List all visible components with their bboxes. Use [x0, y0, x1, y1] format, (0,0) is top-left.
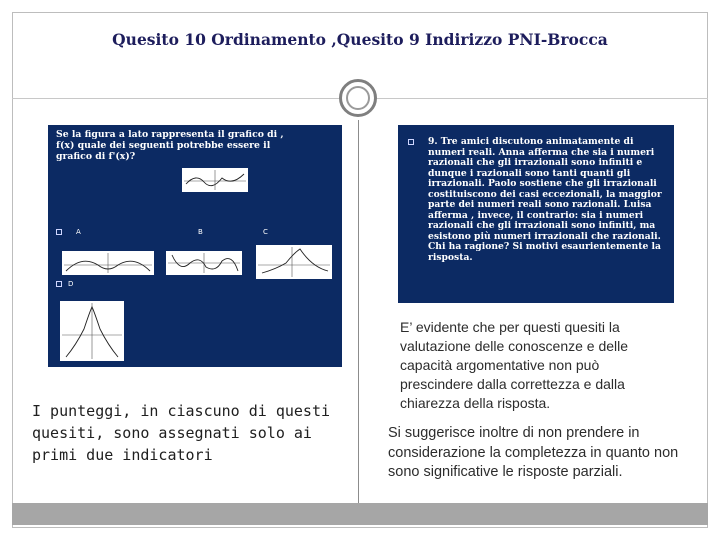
option-a-graph-svg [62, 251, 154, 275]
option-b-graph-svg [166, 251, 242, 275]
completeness-note: Si suggerisce inoltre di non prendere in considerazione la completezza in quanto non sono significative le risposte parziali. [388, 425, 679, 480]
slide-title: Quesito 10 Ordinamento ,Quesito 9 Indirizzo PNI-Brocca [112, 30, 608, 49]
option-a-graph[interactable] [62, 251, 154, 275]
option-b-label: B [198, 228, 203, 236]
scoring-note: I punteggi, in ciascuno di questi quesiti, sono assegnati solo ai primi due indicatori [32, 402, 331, 464]
circle-ornament-icon [339, 79, 377, 117]
option-c-graph-svg [256, 245, 332, 279]
question-10-text: Se la figura a lato rappresenta il grafico di , f(x) quale dei seguenti potrebbe essere il grafico di f'(x)? [56, 129, 284, 162]
question-9-panel [398, 125, 674, 303]
footer-bar [12, 503, 708, 525]
option-c-label: C [263, 228, 268, 236]
option-a-label: A [76, 228, 81, 236]
question-10-panel [48, 125, 342, 367]
option-c-graph[interactable] [256, 245, 332, 279]
function-graph [182, 168, 248, 192]
column-divider [358, 120, 359, 503]
question-9-text: 9. Tre amici discutono animatamente di numeri reali. Anna afferma che sia i numeri razionali che gli irrazionali sono infiniti e dunque i razionali sono tanti quanti gli irrazionali. Paolo sostiene che gli irrazionali costituiscono dei casi eccezionali, la maggior parte dei numeri reali sono razionali. Luisa afferma , invece, il contrario: sia i numeri razionali che gli irrazionali sono infiniti, ma esistono più numeri irrazionali che razionali. Chi ha ragione? Si motivi esaurientemente la risposta. [428, 136, 662, 263]
option-d-bullet-icon [56, 281, 62, 287]
square-bullet-icon [408, 139, 414, 145]
option-d-graph[interactable] [60, 301, 124, 361]
option-d-label: D [68, 280, 74, 288]
option-d-graph-svg [60, 301, 124, 361]
option-a-bullet-icon [56, 229, 62, 235]
option-b-graph[interactable] [166, 251, 242, 275]
evaluation-note: E’ evidente che per questi quesiti la valutazione delle conoscenze e delle capacità argomentative non può prescindere dalla correttezza e dalla chiarezza della risposta. [400, 319, 629, 411]
function-graph-svg [182, 168, 248, 192]
